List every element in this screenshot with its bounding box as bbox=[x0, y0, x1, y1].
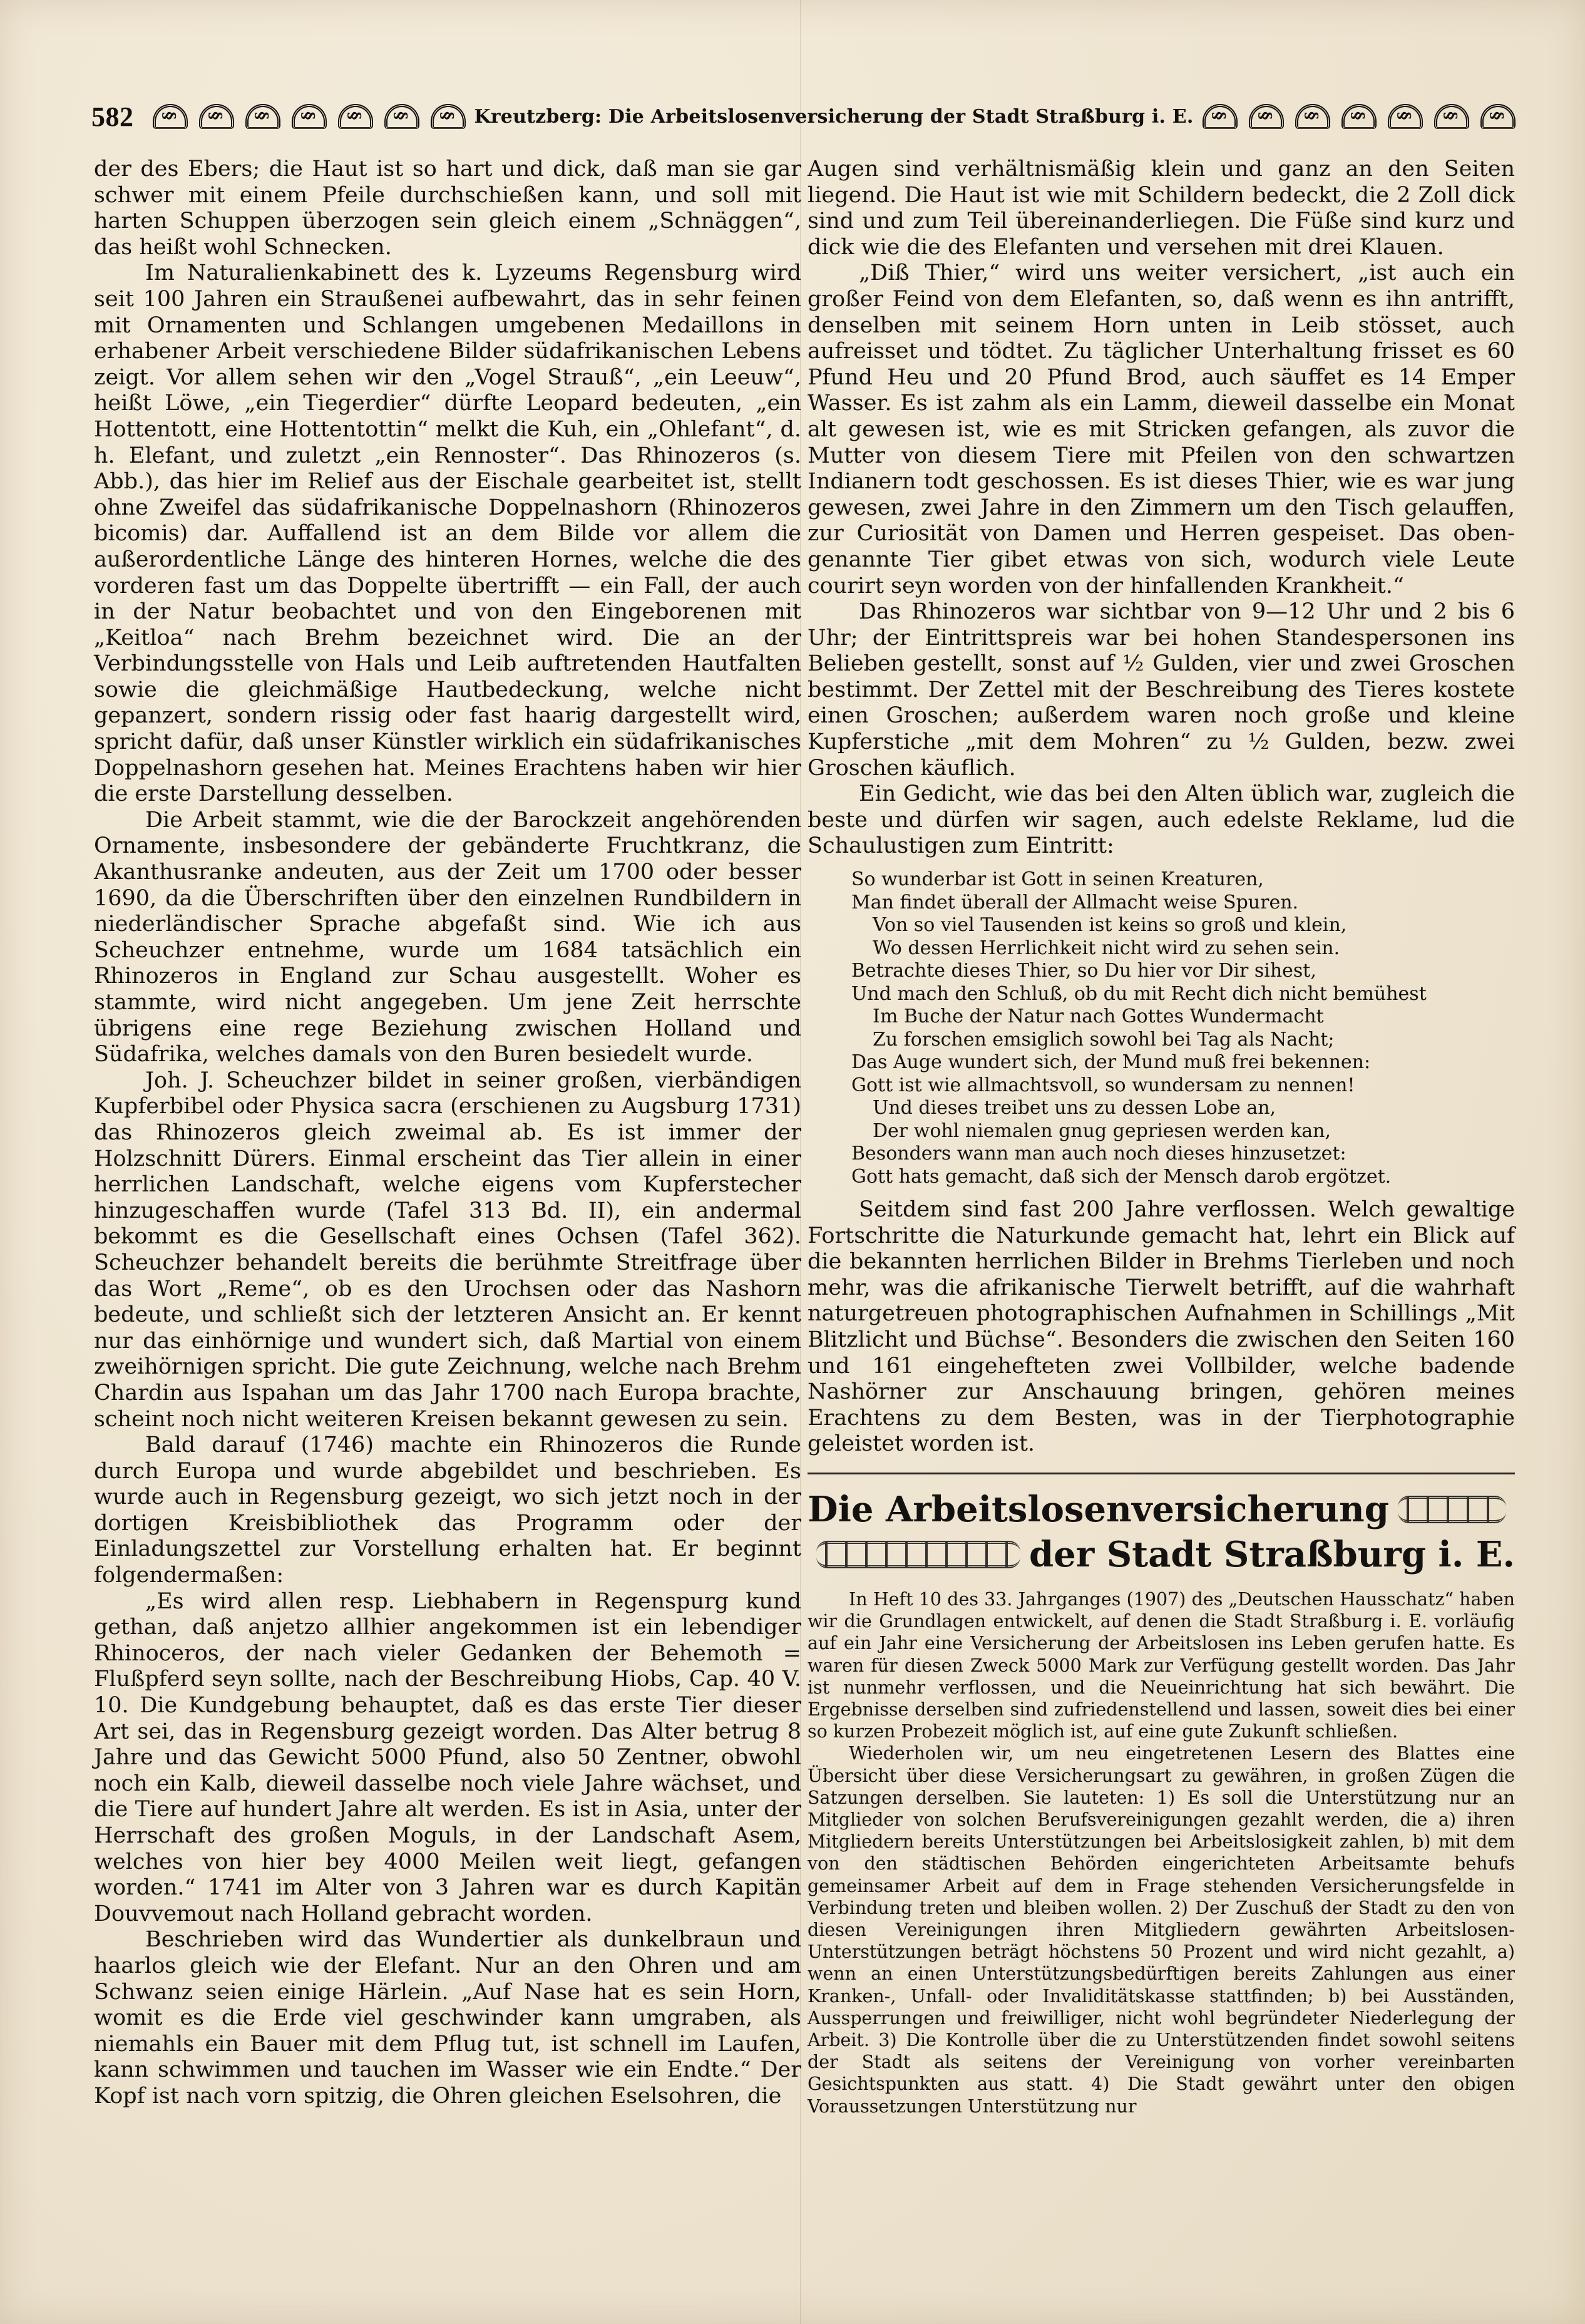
paragraph: Wiederholen wir, um neu eingetretenen Lesern des Blattes eine Übersicht über diese Versicherungsart zu gewähren, in großen Zügen die Satzungen derselben. Sie lauteten: 1) Es soll die Unterstützung nur an Mitglieder von solchen Berufsvereinigungen gezahlt werden, die a) ihren Mitgliedern bereits Unterstützungen bei Arbeitslosigkeit zahlen, b) mit dem von den städtischen Behörden eingerichteten Arbeitsamte behufs gemeinsamer Arbeit auf dem in Frage stehenden Versicherungsfelde in Verbindung treten und bleiben wollen. 2) Der Zuschuß der Stadt zu den von diesen Vereinigungen ihren Mitgliedern gewährten Arbeitslosen-Unterstützungen beträgt höchstens 50 Prozent und wird nicht gezahlt, a) wenn an einen Unterstützungsbedürftigen bereits Zahlungen aus einer Kranken-, Unfall- oder Invaliditätskasse stattfinden; b) bei Ausständen, Aussperrungen und freiwilliger, nicht wohl begründeter Niederlegung der Arbeit. 3) Die Kontrolle über die zu Unterstützenden findet sowohl seitens der Stadt als seitens der Vereinigung von vorher vereinbarten Gesichtspunkten aus statt. 4) Die Stadt gewährt unter den obigen Voraussetzungen Unterstützung nur bbox=[808, 1743, 1515, 2117]
left-column bbox=[94, 157, 801, 2110]
right-column bbox=[808, 157, 1515, 2117]
scroll-ornament-icon bbox=[1295, 104, 1330, 129]
poem-line: Von so viel Tausenden ist keins so groß und klein, bbox=[873, 914, 1347, 937]
title-line-1 bbox=[808, 1487, 1515, 1532]
poem-line: Gott ist wie allmachtsvoll, so wundersam zu nennen! bbox=[851, 1074, 1355, 1096]
scroll-ornament-icon bbox=[245, 104, 280, 129]
page-number: 582 bbox=[91, 101, 134, 132]
paragraph: Augen sind verhältnismäßig klein und ganz an den Seiten liegend. Die Haut ist wie mit Schildern bedeckt, die 2 Zoll dick sind und zum Teil übereinanderliegen. Die Füße sind kurz und dick wie die des Elefanten und versehen mit drei Klauen. bbox=[808, 157, 1515, 260]
poem-line: Man findet überall der Allmacht weise Spuren. bbox=[851, 891, 1299, 913]
section-divider bbox=[808, 1473, 1515, 1474]
scroll-ornament-icon bbox=[1341, 104, 1377, 129]
article-body bbox=[808, 1588, 1515, 2117]
poem-line: Und mach den Schluß, ob du mit Recht dich nicht bemühest bbox=[851, 982, 1427, 1005]
poem-line: Und dieses treibet uns zu dessen Lobe an, bbox=[873, 1097, 1276, 1119]
paragraph: Joh. J. Scheuchzer bildet in seiner großen, vierbändigen Kupferbibel oder Physica sacra (erschienen zu Augsburg 1731) das Rhinozeros gleich zweimal ab. Es ist immer der Holzschnitt Dürers. Einmal erscheint das Tier allein in einer herrlichen Landschaft, welche eigens vom Kupferstecher hinzugeschaffen wurde (Tafel 313 Bd. II), ein andermal bekommt es die Gesellschaft eines Ochsen (Tafel 362). Scheuchzer behandelt bereits die berühmte Streitfrage über das Wort „Reme“, ob es den Urochsen oder das Nashorn bedeute, und schließt sich der letzteren Ansicht an. Er kennt nur das einhörnige und wundert sich, daß Martial von einem zweihörnigen spricht. Die gute Zeichnung, welche nach Brehm Chardin aus Ispahan um das Jahr 1700 nach Europa brachte, scheint noch nicht weiteren Kreisen bekannt gewesen zu sein. bbox=[94, 1067, 801, 1432]
scroll-ornament-icon bbox=[384, 104, 419, 129]
paragraph: In Heft 10 des 33. Jahrganges (1907) des „Deutschen Hausschatz“ haben wir die Grundlagen entwickelt, auf denen die Stadt Straßburg i. E. vorläufig auf ein Jahr eine Versicherung der Arbeitslosen ins Leben gerufen hatte. Es waren für diesen Zweck 5000 Mark zur Verfügung gestellt worden. Das Jahr ist nunmehr verflossen, und die Neueinrichtung hat sich bewährt. Die Ergebnisse derselben sind zufriedenstellend und lassen, soweit dies bei einer so kurzen Probezeit möglich ist, auf eine gute Zukunft schließen. bbox=[808, 1588, 1515, 1742]
poem-line: Betrachte dieses Thier, so Du hier vor Dir sihest, bbox=[851, 960, 1316, 982]
running-title: Kreutzberg: Die Arbeitslosenversicherung der Stadt Straßburg i. E. bbox=[474, 105, 1194, 128]
poem bbox=[851, 868, 1515, 1188]
running-header bbox=[91, 99, 1519, 134]
wave-ornament-icon bbox=[1398, 1496, 1506, 1523]
paragraph: Bald darauf (1746) machte ein Rhinozeros die Runde durch Europa und wurde abgebildet und beschrieben. Es wurde auch in Regensburg gezeigt, wo sich jetzt noch in der dortigen Kreisbibliothek das Programm oder der Einladungszettel zur Vorstellung erhalten hat. Er beginnt folgendermaßen: bbox=[94, 1432, 801, 1588]
paragraph: Beschrieben wird das Wundertier als dunkelbraun und haarlos gleich wie der Elefant. Nur an den Ohren und am Schwanz seien einige Härlein. „Auf Nase hat es sein Horn, womit es die Erde viel geschwinder kann umgraben, als niemahls ein Bauer mit dem Pflug tut, ist schnell im Laufen, kann schwimmen und tauchen im Wasser wie ein Endte.“ Der Kopf ist nach vorn spitzig, die Ohren gleichen Eselsohren, die bbox=[94, 1927, 801, 2109]
title-text-2: der Stadt Straßburg i. E. bbox=[1028, 1533, 1515, 1575]
title-line-2 bbox=[808, 1532, 1515, 1577]
paragraph: Im Naturalienkabinett des k. Lyzeums Regensburg wird seit 100 Jahren ein Straußenei aufbewahrt, das in sehr feinen mit Ornamenten und Schlangen umgebenen Medaillons in erhabener Arbeit verschiedene Bilder südafrikanischen Lebens zeigt. Vor allem sehen wir den „Vogel Strauß“, „ein Leeuw“, heißt Löwe, „ein Tiegerdier“ dürfte Leopard bedeuten, „ein Hottentott, eine Hottentottin“ melkt die Kuh, ein „Ohlefant“, d. h. Elefant, und zuletzt „ein Rennoster“. Das Rhinozeros (s. Abb.), das hier im Relief aus der Eischale gearbeitet ist, stellt ohne Zweifel das südafrikanische Doppelnashorn (Rhinozeros bicomis) dar. Auffallend ist an dem Bilde vor allem die außerordentliche Länge des hinteren Hornes, welche die des vorderen fast um das Doppelte übertrifft — ein Fall, der auch in der Natur beobachtet und von den Eingeborenen mit „Keitloa“ nach Brehm bezeichnet wird. Die an der Verbindungsstelle von Hals und Leib auftretenden Hautfalten sowie die gleichmäßige Hautbedeckung, welche nicht gepanzert, sondern rissig oder fast haarig dargestellt wird, spricht dafür, daß unser Künstler wirklich ein südafrikanisches Doppelnashorn gesehen hat. Meines Erachtens haben wir hier die erste Darstellung desselben. bbox=[94, 260, 801, 807]
poem-line: Gott hats gemacht, daß sich der Mensch darob ergötzet. bbox=[851, 1165, 1392, 1188]
paragraph: Ein Gedicht, wie das bei den Alten üblich war, zugleich die beste und dürfen wir sagen, auch edelste Reklame, lud die Schaulustigen zum Eintritt: bbox=[808, 781, 1515, 859]
quoted-paragraph: „Es wird allen resp. Liebhabern in Regenspurg kund gethan, daß anjetzo allhier angekommen ist ein lebendiger Rhinoceros, der nach vieler Gedanken der Behemoth = Flußpferd seyn sollte, nach der Beschreibung Hiobs, Cap. 40 V. 10. Die Kundgebung behauptet, daß es das erste Tier dieser Art sei, das in Regensburg gezeigt worden. Das Alter betrug 8 Jahre und das Gewicht 5000 Pfund, also 50 Zentner, obwohl noch ein Kalb, dieweil dasselbe noch viele Jahre wächset, und die Tiere auf hundert Jahre alt werden. Es ist in Asia, unter der Herrschaft des großen Moguls, in der Landschaft Asem, welches von hier bey 4000 Meilen weit liegt, gefangen worden.“ 1741 im Alter von 3 Jahren war es durch Kapitän Douvvemout nach Holland gebracht worden. bbox=[94, 1588, 801, 1926]
poem-line: Zu forschen emsiglich sowohl bei Tag als Nacht; bbox=[873, 1028, 1335, 1051]
poem-line: So wunderbar ist Gott in seinen Kreaturen, bbox=[851, 868, 1264, 891]
title-text-1: Die Arbeitslosenversicherung bbox=[808, 1488, 1389, 1530]
scroll-ornament-icon bbox=[338, 104, 373, 129]
paragraph: Das Rhinozeros war sichtbar von 9—12 Uhr und 2 bis 6 Uhr; der Eintrittspreis war bei hohen Standespersonen ins Belieben gestellt, sonst auf ½ Gulden, vier und zwei Groschen bestimmt. Der Zettel mit der Beschreibung des Tieres kostete einen Groschen; außerdem waren noch große und kleine Kupferstiche „mit dem Mohren“ zu ½ Gulden, bezw. zwei Groschen käuflich. bbox=[808, 599, 1515, 781]
scroll-ornament-icon bbox=[292, 104, 327, 129]
paragraph: Seitdem sind fast 200 Jahre verflossen. Welch gewaltige Fortschritte die Naturkunde gemacht hat, lehrt ein Blick auf die bekannten herrlichen Bilder in Brehms Tierleben und noch mehr, was die afrikanische Tierwelt betrifft, auf die wahrhaft naturgetreuen photographischen Aufnahmen in Schillings „Mit Blitzlicht und Büchse“. Besonders die zwischen den Seiten 160 und 161 eingehefteten zwei Vollbilder, welche badende Nashörner zur Anschauung bringen, gehören meines Erachtens zu dem Besten, was in der Tierphotographie geleistet worden ist. bbox=[808, 1197, 1515, 1457]
scroll-ornament-icon bbox=[153, 104, 188, 129]
article-title bbox=[808, 1487, 1515, 1577]
poem-line: Wo dessen Herrlichkeit nicht wird zu sehen sein. bbox=[873, 937, 1340, 959]
scroll-ornament-icon bbox=[199, 104, 234, 129]
scroll-ornament-icon bbox=[431, 104, 466, 129]
poem-line: Im Buche der Natur nach Gottes Wundermacht bbox=[873, 1005, 1324, 1028]
scroll-ornament-icon bbox=[1480, 104, 1516, 129]
poem-line: Der wohl niemalen gnug gepriesen werden kan, bbox=[873, 1119, 1331, 1142]
scroll-ornament-icon bbox=[1249, 104, 1284, 129]
scroll-ornament-icon bbox=[1388, 104, 1423, 129]
quoted-paragraph: „Diß Thier,“ wird uns weiter versichert, „ist auch ein großer Feind von dem Elefanten, so, daß wenn es ihn antrifft, denselben mit seinem Horn unten in Leib stösset, auch aufreisset und tödtet. Zu täglicher Unterhaltung frisset es 60 Pfund Heu und 20 Pfund Brod, auch säuffet es 14 Emper Wasser. Es ist zahm als ein Lamm, dieweil dasselbe ein Monat alt gewesen ist, wie es mit Stricken gefangen, als zuvor die Mutter von diesem Tiere mit Pfeilen von den schwartzen Indianern todt geschossen. Es ist dieses Thier, wie es war jung gewesen, zwei Jahre in den Zimmern um den Tisch gelauffen, zur Curiosität von Damen und Herren gespeiset. Das oben-genannte Tier gibet etwas von sich, wodurch viele Leute courirt seyn worden von der hinfallenden Krankheit.“ bbox=[808, 260, 1515, 599]
ornament-row-right bbox=[1203, 104, 1516, 129]
paragraph: Die Arbeit stammt, wie die der Barockzeit angehörenden Ornamente, insbesondere der gebänderte Fruchtkranz, die Akanthusranke andeuten, aus der Zeit um 1700 oder besser 1690, da die Überschriften über den einzelnen Rundbildern in niederländischer Sprache abgefaßt sind. Wie ich aus Scheuchzer entnehme, wurde um 1684 tatsächlich ein Rhinozeros in England zur Schau ausgestellt. Woher es stammte, wird nicht angegeben. Um jene Zeit herrschte übrigens eine rege Beziehung zwischen Holland und Südafrika, welches damals von den Buren besiedelt wurde. bbox=[94, 807, 801, 1067]
ornament-row-left bbox=[153, 104, 466, 129]
paragraph: der des Ebers; die Haut ist so hart und dick, daß man sie gar schwer mit einem Pfeile durchschießen kann, und soll mit harten Schuppen überzogen sein gleich einem „Schnäggen“, das heißt wohl Schnecken. bbox=[94, 157, 801, 260]
poem-line: Besonders wann man auch noch dieses hinzusetzet: bbox=[851, 1143, 1346, 1165]
scroll-ornament-icon bbox=[1434, 104, 1469, 129]
scroll-ornament-icon bbox=[1203, 104, 1238, 129]
wave-ornament-icon bbox=[816, 1541, 1020, 1568]
poem-line: Das Auge wundert sich, der Mund muß frei bekennen: bbox=[851, 1051, 1371, 1074]
